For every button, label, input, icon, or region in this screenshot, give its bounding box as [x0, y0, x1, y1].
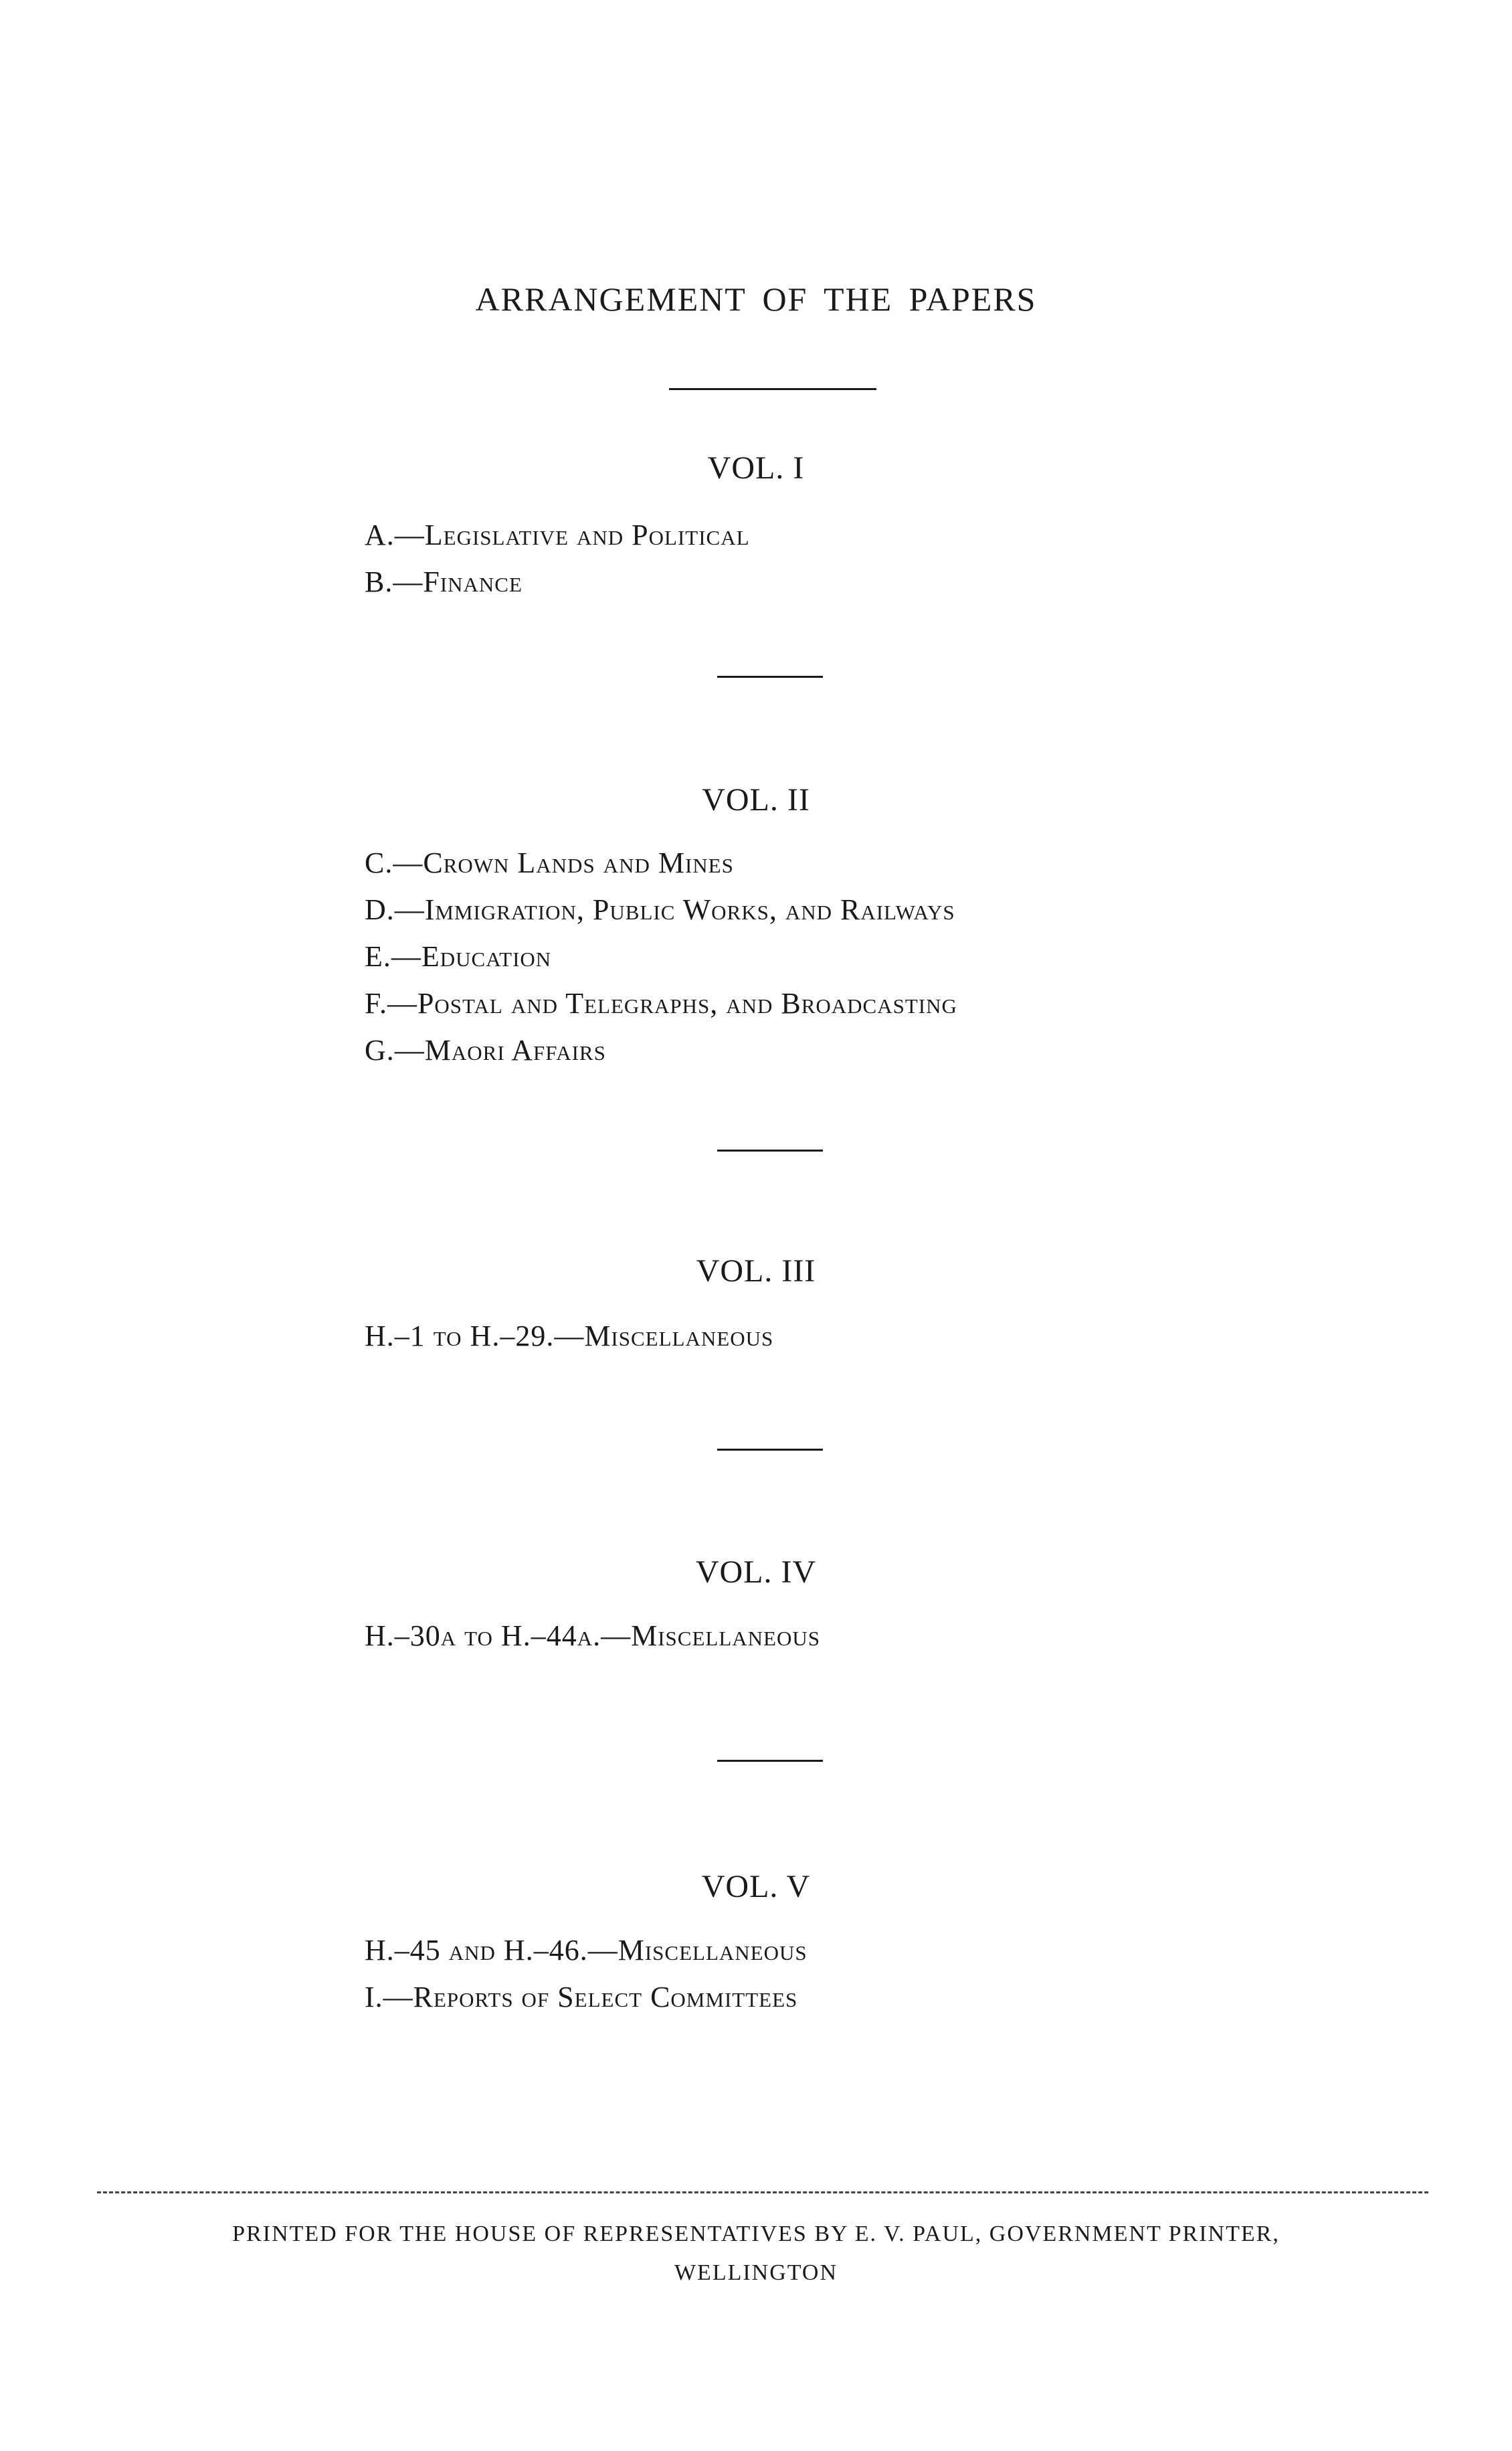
section-divider: [717, 1150, 823, 1152]
entry-f: F.—Postal and Telegraphs, and Broadcasting: [365, 987, 957, 1020]
entry-c: C.—Crown Lands and Mines: [365, 846, 734, 879]
entry-h-30a-44a: H.–30a to H.–44a.—Miscellaneous: [365, 1619, 820, 1652]
volume-entries: [365, 1927, 808, 2021]
entry-b: B.—Finance: [365, 565, 523, 598]
entry-e: E.—Education: [365, 940, 552, 973]
title-rule: [669, 388, 876, 390]
section-divider: [717, 1449, 823, 1451]
footer-rule: [97, 2191, 1428, 2193]
volume-heading: VOL. II: [702, 782, 810, 818]
printer-imprint: PRINTED FOR THE HOUSE OF REPRESENTATIVES BY E. V. PAUL, GOVERNMENT PRINTER,: [232, 2221, 1280, 2246]
entry-h-1-29: H.–1 to H.–29.—Miscellaneous: [365, 1320, 774, 1352]
volume-entries: [365, 512, 750, 606]
volume-entries: [365, 840, 957, 1074]
volume-heading: VOL. III: [696, 1253, 816, 1289]
printer-location: WELLINGTON: [674, 2260, 838, 2285]
volume-heading: VOL. IV: [695, 1554, 817, 1590]
entry-h-45-46: H.–45 and H.–46.—Miscellaneous: [365, 1934, 808, 1967]
volume-heading: VOL. I: [707, 450, 805, 486]
volume-entries: [365, 1613, 820, 1659]
entry-d: D.—Immigration, Public Works, and Railways: [365, 893, 955, 926]
entry-i: I.—Reports of Select Committees: [365, 1981, 798, 2013]
volume-heading: VOL. V: [701, 1869, 811, 1904]
section-divider: [717, 1760, 823, 1762]
page-title: ARRANGEMENT OF THE PAPERS: [475, 280, 1037, 318]
entry-a: A.—Legislative and Political: [365, 519, 750, 551]
entry-g: G.—Maori Affairs: [365, 1034, 606, 1067]
section-divider: [717, 676, 823, 678]
volume-entries: [365, 1313, 773, 1360]
